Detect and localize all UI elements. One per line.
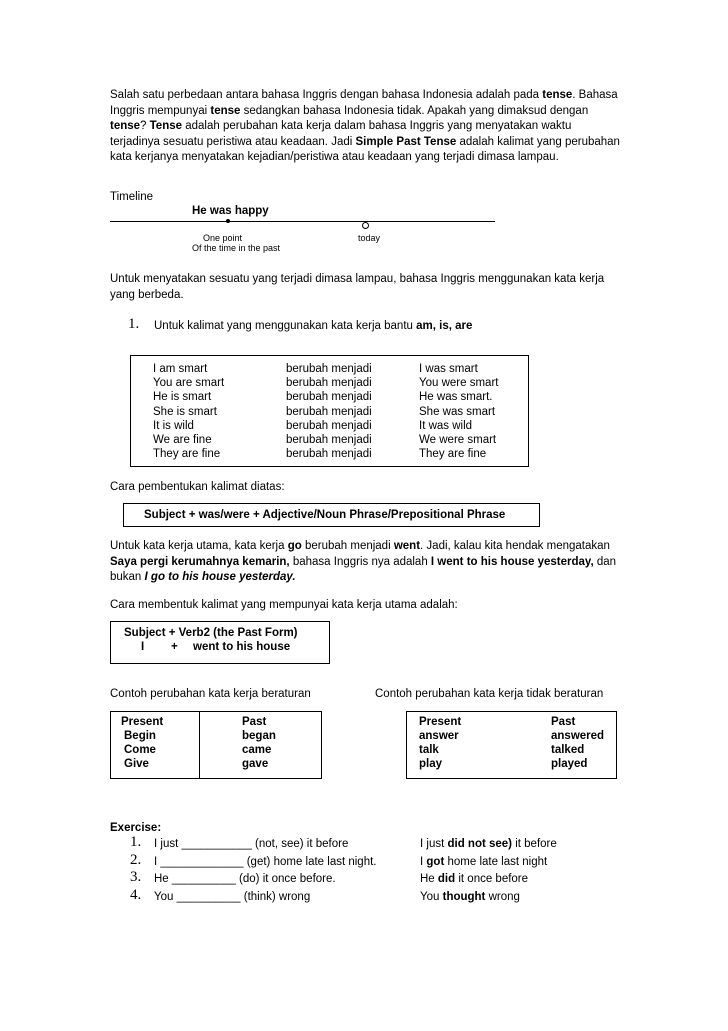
text-run: tense <box>542 89 573 101</box>
answer-run: it before <box>512 838 557 850</box>
timeline-point-label: One point <box>203 233 243 243</box>
text-run: dan bukan <box>110 555 617 583</box>
be-table-cell: It is wild <box>153 419 194 432</box>
be-table-cell: She is smart <box>153 405 217 418</box>
answer-run: did <box>437 873 456 885</box>
be-table-cell: They are fine <box>419 448 487 461</box>
be-table-cell: He was smart. <box>419 391 493 404</box>
table-header: Past <box>551 716 576 728</box>
text-run: Salah satu perbedaan antara bahasa Inggris dengan bahasa Indonesia adalah pada <box>110 89 543 101</box>
item-1-number: 1. <box>128 316 140 332</box>
be-table-cell: berubah menjadi <box>286 448 372 461</box>
be-table-cell: We are fine <box>153 434 212 446</box>
formula-2-subject: I <box>141 641 145 653</box>
answer-run: I just <box>420 838 448 850</box>
be-table-cell: You are smart <box>153 377 225 390</box>
table-cell: played <box>551 758 588 771</box>
exercise-answer <box>420 873 528 885</box>
table-cell: talk <box>419 744 439 757</box>
table-cell: play <box>419 758 443 771</box>
formula-2-example: went to his house <box>193 641 291 653</box>
timeline-point-label-2: Of the time in the past <box>192 243 281 253</box>
text-run: bahasa Inggris nya adalah <box>289 555 431 568</box>
be-verb-table <box>130 355 529 467</box>
exercise-number: 3. <box>130 869 142 885</box>
text-run: . Jadi, kalau kita hendak mengatakan <box>420 540 610 552</box>
be-table-cell: berubah menjadi <box>286 405 372 418</box>
text-run: adalah kalimat yang perubahan kata kerjanya menyatakan kejadian/peristiwa atau keadaan yang terjadi dimasa lampau. <box>110 135 620 163</box>
text-run: adalah perubahan kata kerja dalam bahasa Inggris yang menyatakan waktu terjadinya sesuatu peristiwa atau keadaan. Jadi <box>110 120 572 148</box>
formation-label: Cara pembentukan kalimat diatas: <box>110 481 285 493</box>
answer-run: He <box>420 873 438 885</box>
table-cell: answered <box>551 730 605 742</box>
answer-run: thought <box>442 890 486 903</box>
exercise-answer <box>420 891 520 903</box>
formula-box-1: Subject + was/were + Adjective/Noun Phrase/Prepositional Phrase <box>123 503 540 527</box>
text-run: Simple Past Tense <box>355 135 457 148</box>
answer-run: You <box>420 890 443 903</box>
answer-run: it once before <box>455 873 529 885</box>
exercise-answer <box>420 856 547 868</box>
be-table-cell: berubah menjadi <box>286 363 372 375</box>
text-run: sedangkan bahasa Indonesia tidak. Apakah yang dimaksud dengan <box>240 104 589 117</box>
be-table-cell: berubah menjadi <box>286 377 372 390</box>
be-table-cell: berubah menjadi <box>286 434 372 446</box>
formula-box-2 <box>110 621 330 664</box>
regular-verbs-label: Contoh perubahan kata kerja beraturan <box>110 688 311 700</box>
timeline-event: He was happy <box>192 205 269 217</box>
text-run: go <box>287 540 302 552</box>
be-table-cell: I am smart <box>153 363 208 375</box>
timeline-label: Timeline <box>110 191 154 203</box>
text-run: Untuk kata kerja utama, kata kerja <box>110 540 288 552</box>
exercise-question: I just ___________ (not, see) it before <box>154 838 349 850</box>
table-header: Present <box>121 716 164 728</box>
exercise-number: 1. <box>130 834 142 850</box>
irregular-verbs-table <box>406 711 617 779</box>
table-header: Present <box>419 716 462 728</box>
answer-run: got <box>426 855 445 868</box>
table-cell: Come <box>124 744 156 757</box>
formula-2-plus: + <box>171 641 178 653</box>
exercise-number: 2. <box>130 851 142 868</box>
paragraph-3 <box>110 539 620 586</box>
be-table-cell: You were smart <box>419 377 499 390</box>
answer-run: home late last night <box>444 855 548 868</box>
be-table-cell: He is smart <box>153 391 212 404</box>
formula-2-line1: Subject + Verb2 (the Past Form) <box>124 627 298 639</box>
answer-run: did not see) <box>447 838 513 850</box>
timeline-today-label: today <box>358 233 381 243</box>
text-run: Tense <box>149 120 183 132</box>
be-table-cell: They are fine <box>153 448 221 461</box>
table-cell: Give <box>124 758 149 771</box>
text-run: berubah menjadi <box>301 540 394 552</box>
exercise-number: 4. <box>130 886 142 903</box>
table-cell: gave <box>242 758 269 771</box>
text-run: ? <box>140 120 150 132</box>
text-run: I went to his house yesterday, <box>430 555 594 568</box>
answer-run: wrong <box>485 890 520 903</box>
today-point-circle <box>362 222 369 229</box>
table-divider <box>199 712 200 778</box>
table-cell: began <box>242 730 276 742</box>
irregular-verbs-label: Contoh perubahan kata kerja tidak beraturan <box>375 688 604 700</box>
paragraph-2: Untuk menyatakan sesuatu yang terjadi dimasa lampau, bahasa Inggris menggunakan kata kerja yang berbeda. <box>110 273 605 301</box>
past-point-dot <box>226 219 230 223</box>
table-header: Past <box>242 716 267 728</box>
text-run: I go to his house yesterday. <box>144 571 296 583</box>
text-run: . Bahasa Inggris mempunyai <box>110 89 618 117</box>
text-run: Saya pergi kerumahnya kemarin, <box>110 555 290 568</box>
be-table-cell: berubah menjadi <box>286 419 372 432</box>
table-cell: Begin <box>124 730 156 742</box>
table-cell: answer <box>419 730 459 742</box>
be-table-cell: We were smart <box>419 434 497 446</box>
exercise-question: He __________ (do) it once before. <box>154 873 336 885</box>
text-run: tense <box>110 120 141 132</box>
table-cell: talked <box>551 744 585 757</box>
timeline-line <box>110 221 495 222</box>
regular-verbs-table <box>110 711 322 779</box>
item-1-text: Untuk kalimat yang menggunakan kata kerja bantu am, is, are <box>154 320 473 332</box>
be-table-cell: I was smart <box>419 363 478 375</box>
exercise-title: Exercise: <box>110 822 162 834</box>
answer-run: I <box>420 855 427 868</box>
text-run: tense <box>210 104 241 117</box>
intro-paragraph <box>110 88 620 166</box>
main-verb-label: Cara membentuk kalimat yang mempunyai kata kerja utama adalah: <box>110 599 458 611</box>
text-run: went <box>393 540 421 552</box>
exercise-question: You __________ (think) wrong <box>154 890 311 903</box>
be-table-cell: She was smart <box>419 405 496 418</box>
be-table-cell: berubah menjadi <box>286 391 372 404</box>
table-cell: came <box>242 744 272 757</box>
exercise-question: I _____________ (get) home late last night. <box>154 855 377 868</box>
be-table-cell: It was wild <box>419 419 473 432</box>
exercise-answer <box>420 838 557 850</box>
